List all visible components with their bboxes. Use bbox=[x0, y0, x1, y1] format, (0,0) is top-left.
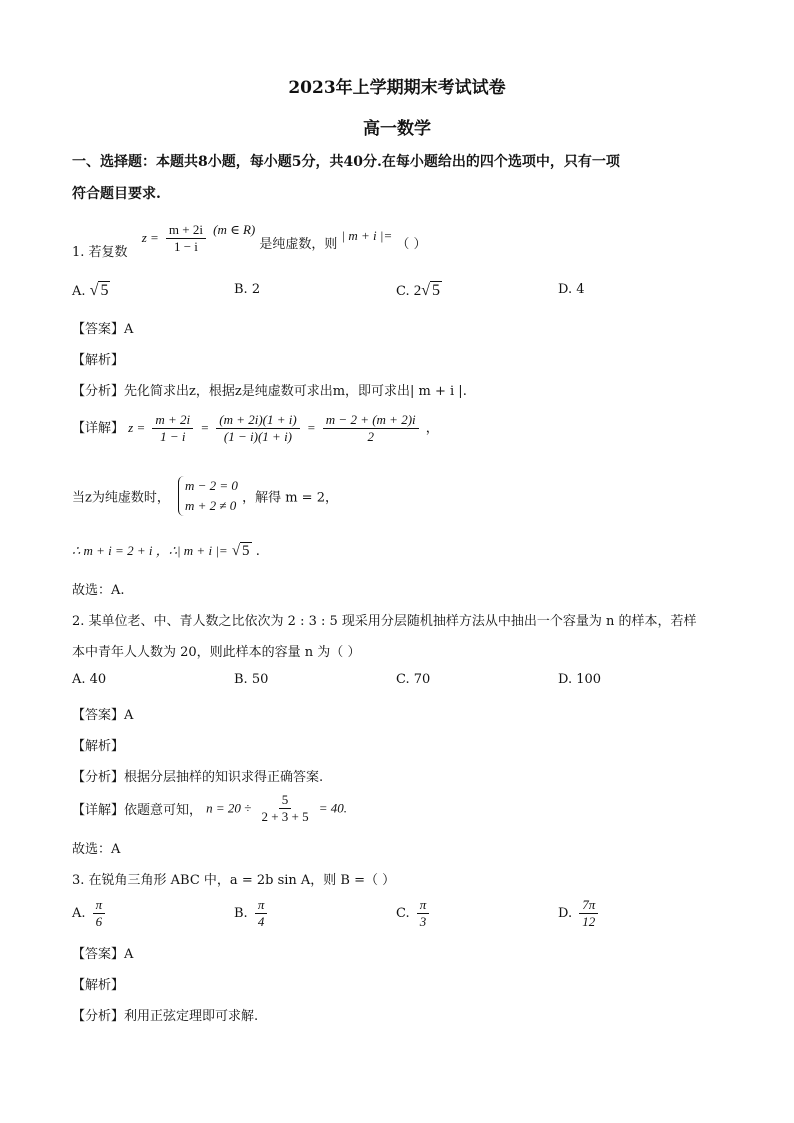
q2-answer: 【答案】A bbox=[72, 708, 134, 723]
q3-b-num: π bbox=[255, 897, 268, 914]
section-heading-line2: 符合题目要求. bbox=[72, 186, 161, 202]
q3-option-b-frac bbox=[255, 897, 268, 930]
q1-therefore-end: . bbox=[255, 544, 260, 559]
q1-frac-num: m + 2i bbox=[166, 222, 206, 239]
q2-option-b: B. 50 bbox=[234, 672, 269, 687]
q1-option-b: B. 2 bbox=[234, 282, 261, 297]
q1-choose: 故选：A. bbox=[72, 583, 125, 598]
q1-fraction bbox=[166, 222, 206, 255]
q1-therefore-sqrt: √ 5 bbox=[231, 543, 250, 559]
q1-xj-frac2-den: (1 − i)(1 + i) bbox=[223, 429, 293, 444]
q1-option-c-coef: 2 bbox=[413, 283, 422, 299]
q1-stem bbox=[72, 222, 427, 260]
q3-option-a-label: A. bbox=[72, 906, 86, 921]
q2-stem-line2: 本中青年人人数为 20，则此样本的容量 n 为（ ） bbox=[72, 645, 361, 660]
q2-xj-frac-num: 5 bbox=[279, 792, 292, 809]
q1-option-c bbox=[396, 282, 442, 300]
q1-option-d: D. 4 bbox=[558, 282, 585, 297]
q2-xiangjie-label: 【详解】依题意可知， bbox=[72, 803, 203, 818]
q3-option-b-label: B. bbox=[234, 906, 248, 921]
q2-option-a: A. 40 bbox=[72, 672, 107, 687]
q1-xj-frac3-den: 2 bbox=[367, 429, 374, 444]
q1-xiangjie-label: 【详解】 bbox=[72, 421, 125, 436]
q1-prefix: 1. 若复数 bbox=[72, 245, 128, 260]
q1-option-a-rad: 5 bbox=[100, 282, 109, 299]
q2-xj-frac bbox=[258, 792, 311, 825]
q3-stem: 3. 在锐角三角形 ABC 中，a = 2b sin A，则 B =（ ） bbox=[72, 873, 396, 888]
q1-option-c-label: C. bbox=[396, 284, 410, 299]
q1-xj-frac1-den: 1 − i bbox=[160, 429, 186, 444]
q1-option-a-sqrt: √ 5 bbox=[89, 282, 109, 299]
q1-solve: ，解得 m = 2， bbox=[242, 490, 338, 506]
q1-xj-frac2-num: (m + 2i)(1 + i) bbox=[216, 412, 299, 429]
q3-option-a-frac bbox=[93, 897, 106, 930]
q1-paren: （ ） bbox=[396, 237, 427, 252]
q1-xj-frac3 bbox=[323, 412, 419, 445]
q3-jiexi: 【解析】 bbox=[72, 978, 125, 993]
q1-system bbox=[178, 476, 238, 516]
q2-choose: 故选：A bbox=[72, 842, 121, 857]
q1-therefore-rad: 5 bbox=[242, 543, 250, 559]
q1-xj-frac1-num: m + 2i bbox=[152, 412, 193, 429]
q1-mid: 是纯虚数，则 bbox=[259, 237, 338, 252]
q1-z: z = bbox=[141, 230, 159, 245]
q3-option-d-frac bbox=[579, 897, 598, 930]
exam-subtitle: 高一数学 bbox=[363, 119, 431, 139]
q2-stem-line1: 2. 某单位老、中、青人数之比依次为 2 : 3 : 5 现采用分层随机抽样方法从中抽出一个容量为 n 的样本，若样 bbox=[72, 614, 697, 629]
q1-when-line bbox=[72, 476, 338, 516]
q1-fenxi: 【分析】先化简求出z，根据z是纯虚数可求出m，即可求出| m + i |. bbox=[72, 384, 467, 399]
q2-xj-frac-den: 2 + 3 + 5 bbox=[261, 809, 309, 824]
q3-c-den: 3 bbox=[419, 914, 427, 929]
q3-a-den: 6 bbox=[95, 914, 103, 929]
q3-b-den: 4 bbox=[257, 914, 265, 929]
q1-xj-frac3-num: m − 2 + (m + 2)i bbox=[323, 412, 419, 429]
q1-domain: (m ∈ R) bbox=[213, 222, 256, 237]
q3-a-num: π bbox=[93, 897, 106, 914]
q1-abs: | m + i |= bbox=[341, 228, 393, 243]
q1-xj-end: ， bbox=[425, 421, 439, 436]
q1-xj-frac2 bbox=[216, 412, 299, 445]
q1-jiexi: 【解析】 bbox=[72, 353, 125, 368]
q1-frac-den: 1 − i bbox=[173, 239, 198, 254]
q3-option-c bbox=[396, 897, 432, 930]
q2-xiangjie bbox=[72, 792, 347, 825]
q2-xj-post: = 40. bbox=[318, 800, 348, 816]
q1-when: 当z为纯虚数时， bbox=[72, 490, 170, 506]
q1-xj-frac1 bbox=[152, 412, 193, 445]
q1-option-c-sqrt: √ 5 bbox=[421, 282, 441, 299]
q3-answer: 【答案】A bbox=[72, 947, 134, 962]
q1-answer: 【答案】A bbox=[72, 322, 134, 337]
q1-option-a-label: A. bbox=[72, 284, 86, 299]
q3-d-den: 12 bbox=[582, 914, 596, 929]
q2-jiexi: 【解析】 bbox=[72, 739, 125, 754]
q1-option-c-rad: 5 bbox=[432, 282, 441, 299]
exam-title: 2023年上学期期末考试试卷 bbox=[288, 78, 506, 98]
q1-sys-eq1: m − 2 = 0 bbox=[185, 478, 238, 493]
q1-therefore-line bbox=[72, 540, 260, 560]
q2-xj-pre: n = 20 ÷ bbox=[206, 800, 252, 816]
q1-sys-eq2: m + 2 ≠ 0 bbox=[185, 498, 237, 513]
q3-option-c-frac bbox=[417, 897, 430, 930]
q1-xiangjie: 【详解】 z = $\frac{m + 2i}{1 - i}$ = $\frac{(m + 2i)(1 + i)}{(1 - i)(1 + i)}$ = $\frac{m - 2 + (m + 2)i}{2}$ ， bbox=[72, 412, 439, 444]
q1-xj-z: z = bbox=[128, 420, 146, 435]
q2-option-d: D. 100 bbox=[558, 672, 602, 687]
q2-option-c: C. 70 bbox=[396, 672, 431, 687]
q1-option-a bbox=[72, 282, 110, 300]
section-heading-line1: 一、选择题：本题共8小题，每小题5分，共40分.在每小题给出的四个选项中，只有一项 bbox=[72, 154, 620, 170]
q3-option-d-label: D. bbox=[558, 906, 573, 921]
q1-therefore: ∴ m + i = 2 + i ，∴| m + i |= bbox=[72, 543, 228, 558]
q3-option-d bbox=[558, 897, 601, 930]
q3-d-num: 7π bbox=[579, 897, 598, 914]
q3-fenxi: 【分析】利用正弦定理即可求解. bbox=[72, 1009, 259, 1024]
q3-option-b bbox=[234, 897, 270, 930]
q3-option-c-label: C. bbox=[396, 906, 410, 921]
q3-option-a bbox=[72, 897, 108, 930]
q3-c-num: π bbox=[417, 897, 430, 914]
q2-fenxi: 【分析】根据分层抽样的知识求得正确答案. bbox=[72, 770, 324, 785]
